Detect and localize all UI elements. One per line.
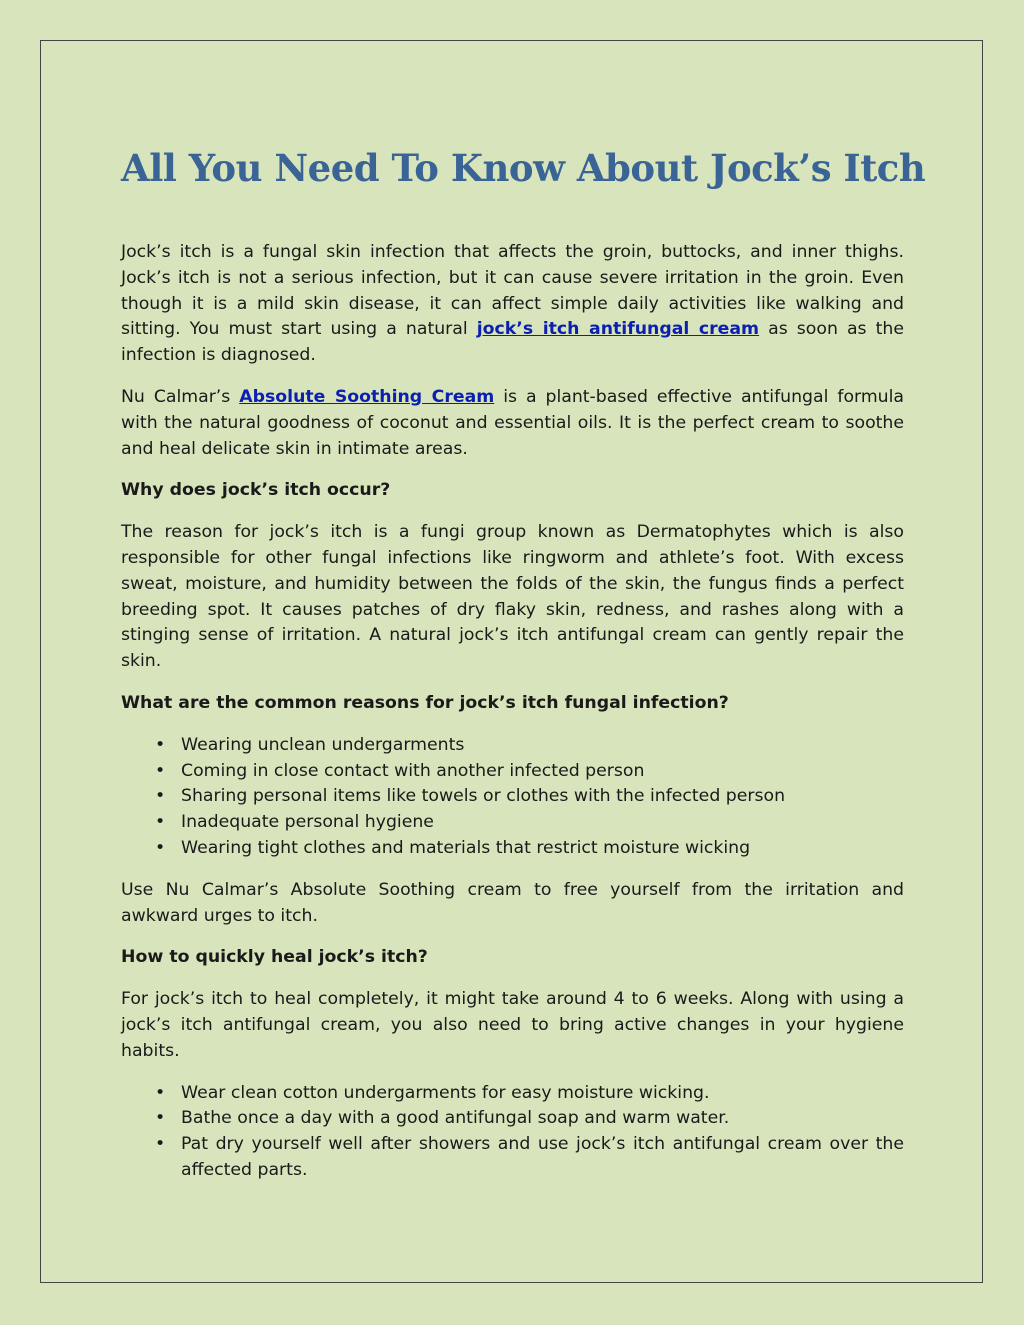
- absolute-soothing-cream-link[interactable]: Absolute Soothing Cream: [239, 386, 495, 407]
- intro-paragraph: [121, 240, 904, 369]
- reasons-list: [121, 733, 904, 862]
- reasons-after-paragraph: Use Nu Calmar’s Absolute Soothing cream to free yourself from the irritation and awkward urges to itch.: [121, 879, 904, 926]
- product-text-end: is a plant-based effective antifungal formula with the natural goodness of coconut and essential oils. It is the perfect cream to soothe and heal delicate skin in intimate areas.: [121, 386, 904, 459]
- intro-text-end: as soon as the infection is diagnosed.: [121, 319, 904, 366]
- why-paragraph: The reason for jock’s itch is a fungi group known as Dermatophytes which is also responsible for other fungal infections like ringworm and athlete’s foot. With excess sweat, moisture, and humidity between the folds of the skin, the fungus finds a perfect breeding spot. It causes patches of dry flaky skin, redness, and rashes along with a stinging sense of irritation. A natural jock’s itch antifungal cream can gently repair the skin.: [121, 522, 904, 672]
- heal-list: [121, 1081, 904, 1184]
- document-content: [121, 140, 926, 1200]
- list-item: • Sharing personal items like towels or clothes with the infected person: [181, 784, 904, 810]
- list-item: • Coming in close contact with another infected person: [181, 759, 904, 785]
- list-item: • Inadequate personal hygiene: [181, 810, 904, 836]
- list-item: • Wearing unclean undergarments: [181, 733, 904, 759]
- why-heading: Why does jock’s itch occur?: [121, 480, 391, 501]
- product-paragraph: [121, 385, 904, 462]
- list-item: • Wearing tight clothes and materials that restrict moisture wicking: [181, 836, 904, 862]
- list-item: • Bathe once a day with a good antifungal soap and warm water.: [181, 1106, 904, 1132]
- heal-heading: How to quickly heal jock’s itch?: [121, 947, 428, 968]
- list-item: • Wear clean cotton undergarments for easy moisture wicking.: [181, 1081, 904, 1107]
- page-title: All You Need To Know About Jock’s Itch: [121, 146, 926, 190]
- product-text-start: Nu Calmar’s: [121, 386, 240, 407]
- antifungal-cream-link[interactable]: jock’s itch antifungal cream: [476, 319, 760, 340]
- intro-text-start: Jock’s itch is a fungal skin infection that affects the groin, buttocks, and inner thighs. Jock’s itch is not a serious infection, but it can cause severe irritation in the groin. Even though it is a mild skin disease, it can affect simple daily activities like walking and sitting. You must start using a natural: [121, 242, 904, 340]
- list-item: • Pat dry yourself well after showers and use jock’s itch antifungal cream over the affected parts.: [181, 1132, 904, 1184]
- reasons-heading: What are the common reasons for jock’s itch fungal infection?: [121, 692, 729, 713]
- heal-paragraph: For jock’s itch to heal completely, it might take around 4 to 6 weeks. Along with using a jock’s itch antifungal cream, you also need to bring active changes in your hygiene habits.: [121, 989, 904, 1061]
